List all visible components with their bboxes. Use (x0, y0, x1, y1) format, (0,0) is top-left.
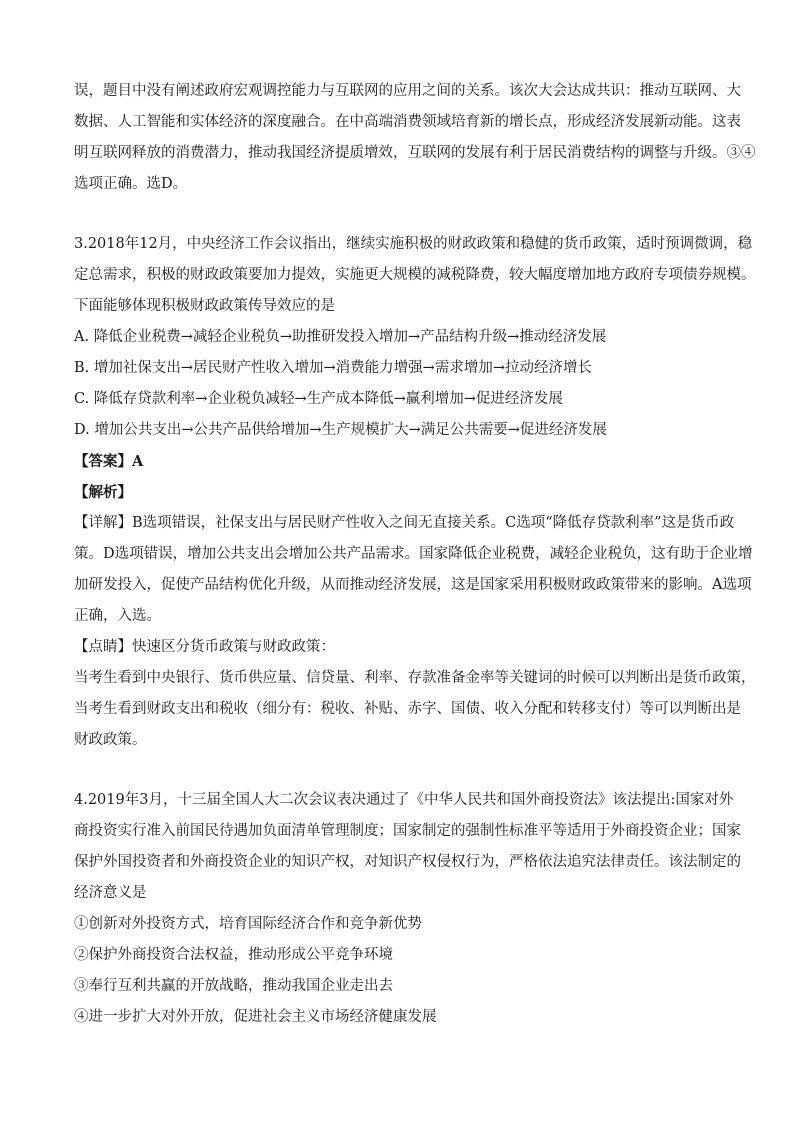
q3-answer: 【答案】A (74, 453, 144, 470)
q3-tips-line: 当考生看到财政支出和税收（细分有：税收、补贴、赤字、国债、收入分配和转移支付）等可以判断出是 (74, 701, 741, 717)
spacer (74, 756, 734, 785)
intro-line: 明互联网释放的消费潜力，推动我国经济提质增效，互联网的发展有利于居民消费结构的调整与升级。③④ (74, 145, 756, 161)
q4-option-4: ④进一步扩大对外开放，促进社会主义市场经济健康发展 (74, 1009, 437, 1025)
q4-stem-line: 4.2019年3月，十三届全国人大二次会议表决通过了《中华人民共和国外商投资法》该法提出:国家对外 (74, 792, 734, 808)
q4-option-2: ②保护外商投资合法权益，推动形成公平竞争环境 (74, 947, 393, 963)
q3-option-c: C. 降低存贷款利率→企业税负减轻→生产成本降低→赢利增加→促进经济发展 (74, 391, 563, 407)
question-4 (74, 785, 741, 1033)
q4-stem-line: 商投资实行准入前国民待遇加负面清单管理制度；国家制定的强制性标准平等适用于外商投资企业；国家 (74, 823, 741, 839)
q4-stem-line: 保护外国投资者和外商投资企业的知识产权，对知识产权侵权行为，严格依法追究法律责任。该法制定的 (74, 854, 741, 870)
intro-paragraph (74, 76, 756, 200)
spacer (74, 200, 734, 229)
q3-detail-line: 【详解】B选项错误，社保支出与居民财产性收入之间无直接关系。C选项“降低存贷款利率”这是货币政 (74, 515, 735, 531)
q3-stem-line: 下面能够体现积极财政政策传导效应的是 (74, 298, 335, 314)
q4-stem-line: 经济意义是 (74, 885, 147, 901)
q3-tips-title: 【点睛】快速区分货币政策与财政政策： (74, 639, 335, 655)
q3-option-b: B. 增加社保支出→居民财产性收入增加→消费能力增强→需求增加→拉动经济增长 (74, 360, 592, 376)
document-page (74, 76, 756, 1033)
question-3 (74, 229, 756, 756)
intro-line: 选项正确。选D。 (74, 176, 188, 192)
q4-option-3: ③奉行互利共赢的开放战略，推动我国企业走出去 (74, 978, 393, 994)
q3-stem-line: 3.2018年12月，中央经济工作会议指出，继续实施积极的财政政策和稳健的货币政策，适时预调微调，稳 (74, 236, 753, 252)
q3-analysis-label: 【解析】 (74, 484, 132, 501)
q3-detail-line: 加研发投入，促使产品结构优化升级，从而推动经济发展，这是国家采用积极财政政策带来的影响。A选项 (74, 577, 752, 593)
q3-detail-line: 正确，入选。 (74, 608, 161, 624)
q3-detail-line: 策。D选项错误，增加公共支出会增加公共产品需求。国家降低企业税费，减轻企业税负，这有助于企业增 (74, 546, 753, 562)
q3-tips-line: 当考生看到中央银行、货币供应量、信贷量、利率、存款准备金率等关键词的时候可以判断出是货币政策， (74, 670, 756, 686)
q3-tips-line: 财政政策。 (74, 732, 147, 748)
intro-line: 误，题目中没有阐述政府宏观调控能力与互联网的应用之间的关系。该次大会达成共识：推动互联网、大 (74, 83, 741, 99)
intro-line: 数据、人工智能和实体经济的深度融合。在中高端消费领域培育新的增长点，形成经济发展新动能。这表 (74, 114, 741, 130)
q4-option-1: ①创新对外投资方式，培育国际经济合作和竞争新优势 (74, 916, 422, 932)
q3-option-a: A. 降低企业税费→减轻企业税负→助推研发投入增加→产品结构升级→推动经济发展 (74, 329, 607, 345)
q3-stem-line: 定总需求，积极的财政政策要加力提效，实施更大规模的减税降费，较大幅度增加地方政府专项债券规模。 (74, 267, 756, 283)
q3-option-d: D. 增加公共支出→公共产品供给增加→生产规模扩大→满足公共需要→促进经济发展 (74, 422, 607, 438)
